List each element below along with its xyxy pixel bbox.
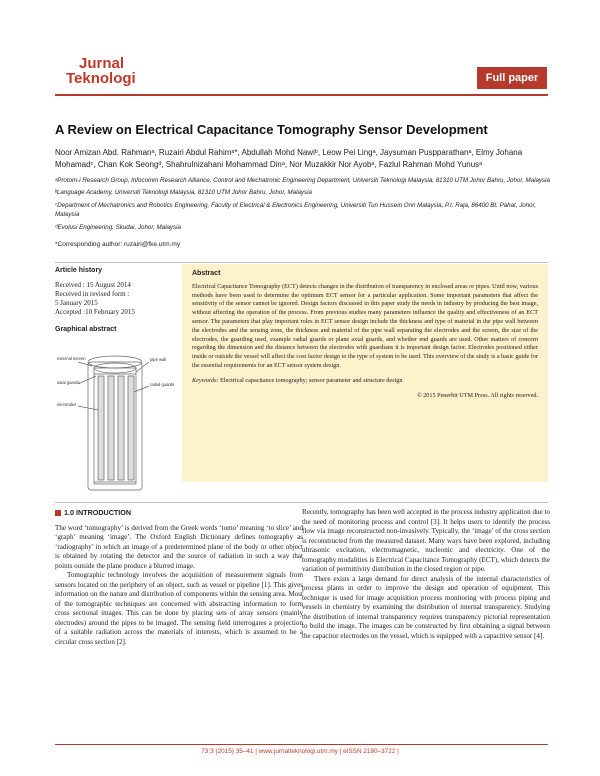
abstract-box xyxy=(182,264,548,482)
keywords-text: Electrical capacitance tomography; sensor parameter and structure design xyxy=(220,376,403,384)
graphical-abstract-heading: Graphical abstract xyxy=(55,326,117,333)
affiliation-c: ᶜDepartment of Mechatronics and Robotics Engineering, Faculty of Electrical & Electronics Engineering, Universiti Tun Hussein Onn Malaysia, P.t. Raja, 86400 Bt. Pahat, Johor, Malaysia xyxy=(55,201,537,219)
electrode-3 xyxy=(118,376,124,480)
paper-title: A Review on Electrical Capacitance Tomography Sensor Development xyxy=(55,122,488,137)
intro-paragraph-2: Tomographic technology involves the acquisition of measurement signals from sensors located on the periphery of an object, such as vessel or pipeline [1]. This gives information on the nature and distribution of components within the sensing area. Most of the tomographic techniques are concerned with abstracting information to form cross sectional images. This can be done by placing sets of array sensors (mainly electrodes) around the pipes to be imaged. The sensing field interrogates a projection of a suitable radiation across the materials of interests, which is assumed to be a circular cross section [2]. xyxy=(55,571,303,646)
keywords-label: Keywords: xyxy=(192,376,219,384)
label-radial-guards: radial guards xyxy=(150,382,175,387)
label-pipe-wall: pipe wall xyxy=(150,357,167,362)
accepted-date: Accepted :10 February 2015 xyxy=(55,308,135,316)
logo-line1: Jurnal xyxy=(79,55,125,72)
affiliation-d: ᵈEvolusi Engineering, Skudai, Johor, Malaysia xyxy=(55,223,181,231)
separator-bottom xyxy=(55,502,548,503)
affiliation-a: ᵃProtom-i Research Group, Infocomm Research Alliance, Control and Mechatronic Engineering Department, Universiti Teknologi Malaysia, 81310 UTM Johor Bahru, Johor, Malaysia xyxy=(55,177,550,184)
electrode-2 xyxy=(108,376,114,480)
article-history xyxy=(55,266,175,334)
copyright: © 2015 Penerbit UTM Press. All rights reserved. xyxy=(416,391,538,399)
revised-date: 5 January 2015 xyxy=(55,299,98,307)
label-external-screen: external screen xyxy=(57,356,86,361)
affiliations xyxy=(55,176,550,235)
keywords xyxy=(192,377,538,386)
revised-label: Received in revised form : xyxy=(55,290,130,298)
label-electrodes: electrodes xyxy=(57,402,77,407)
authors: Noor Amizan Abd. Rahmanᵃ, Ruzairi Abdul Rahimᵃ*, Abdullah Mohd Nawiᵇ, Leow Pei Lingᵃ, Jaysuman Puspparathanᵃ, Elmy Johana Mohamadᶜ, Chan Kok Seongᵈ, Shahrulnizahani Mohammad Dinᵃ, Nor Muzakkir Nor Ayobᵃ, Fazlul Rahman Mohd Yunusᵃ xyxy=(55,148,523,169)
journal-logo xyxy=(66,56,136,86)
intro-heading-text: 1.0 INTRODUCTION xyxy=(64,508,132,517)
intro-paragraph-1: The word ‘tomography’ is derived from the Greek words ‘tomo’ meaning ‘to slice’ and ‘graph’ meaning ‘image’. The Oxford English Dictionary defines tomography as ‘radiography’ in which an image of a predetermined plane of the body or other object is obtained by rotating the detector and the source of radiation in such a way that points outside the plane produce a blurred image. xyxy=(55,523,303,570)
affiliation-b: ᵇLanguage Academy, Universiti Teknologi Malaysia, 81310 UTM Johor Bahru, Johor, Malaysia xyxy=(55,189,312,197)
header-rule xyxy=(55,94,548,96)
footer-citation: 73:3 (2015) 35–41 | www.jurnalteknologi.utm.my | eISSN 2180–3722 | xyxy=(201,748,399,755)
heading-square-icon xyxy=(55,510,61,516)
received-date: Received : 15 August 2014 xyxy=(55,281,131,289)
label-axial-guards: axial guards xyxy=(57,380,80,385)
corresponding-author: *Corresponding author: ruzairi@fke.utm.my xyxy=(55,241,181,248)
intro-paragraph-4: There exists a large demand for direct analysis of the internal characteristics of process plants in order to improve the design and operation of equipment. This technique is used for image acquisition process monitoring with process piping and vessels in chemistry by examining the distribution of internal transparency. Studying the distribution of internal transparency requires transparency pictorial representation to build the image. The images can be constructed by first obtaining a signal between the capacitor electrodes on the vessel, which is equipped with a capacitive sensor [4]. xyxy=(302,574,550,640)
abstract-text: Electrical Capacitance Tomography (ECT) detects changes in the distribution of transparency in enclosed areas or pipes. Until now, various methods have been used to determine the optimum ECT sensor for a particular application. Some important parameters that affect the sensitivity of the sensor cannot be ignored. Design factors discussed in this paper study the needs in industry by producing the best image, without affecting the operation of the process. From previous studies many parameters influence the quality and effectiveness of an ECT sensor. The parameters that play important roles in ECT sensor design include the thickness and type of material in the pipe wall between the electrodes and the sensing zone, the thickness and material of the pipe wall separating the electrodes and the screen, the size of the electrodes, the guarding used, example radial guards or plane axial guards, and whether end guards are used. Other matters of concern regarding the dimension and the distance between the electrodes with guardians it is important design factor. Electrodes positioned either inside or outside the vessel will affect the cost factor design to the type of system to be used. This overview of the study is a basic guide for the essential requirements for an ECT sensor system design. xyxy=(192,282,538,369)
intro-paragraph-3: Recently, tomography has been well accepted in the process industry application due to the need of monitoring process and control [3]. It helps users to identify the process flow via image reconstructed non-invasively. Typically, the ‘image’ of the cross section is reconstructed from the measured dataset. Many ways have been explored, including ultrasonic excitation, electromagnetic, nucleonic and electricity. One of the tomography modalities is Electrical Capacitance Tomography (ECT), which detects the variation of permittivity distribution in the closed region or pipe. xyxy=(302,508,550,573)
electrode-4 xyxy=(128,376,134,480)
graphical-abstract-figure xyxy=(56,348,176,496)
left-column xyxy=(55,508,303,647)
full-paper-badge: Full paper xyxy=(477,67,547,89)
right-column xyxy=(302,508,550,641)
abstract-heading: Abstract xyxy=(192,270,221,277)
separator-top xyxy=(55,262,548,263)
footer-rule xyxy=(55,744,548,745)
logo-line2: Teknologi xyxy=(66,70,136,87)
intro-heading xyxy=(55,508,303,518)
article-history-heading: Article history xyxy=(55,267,103,274)
electrode-1 xyxy=(98,376,104,480)
